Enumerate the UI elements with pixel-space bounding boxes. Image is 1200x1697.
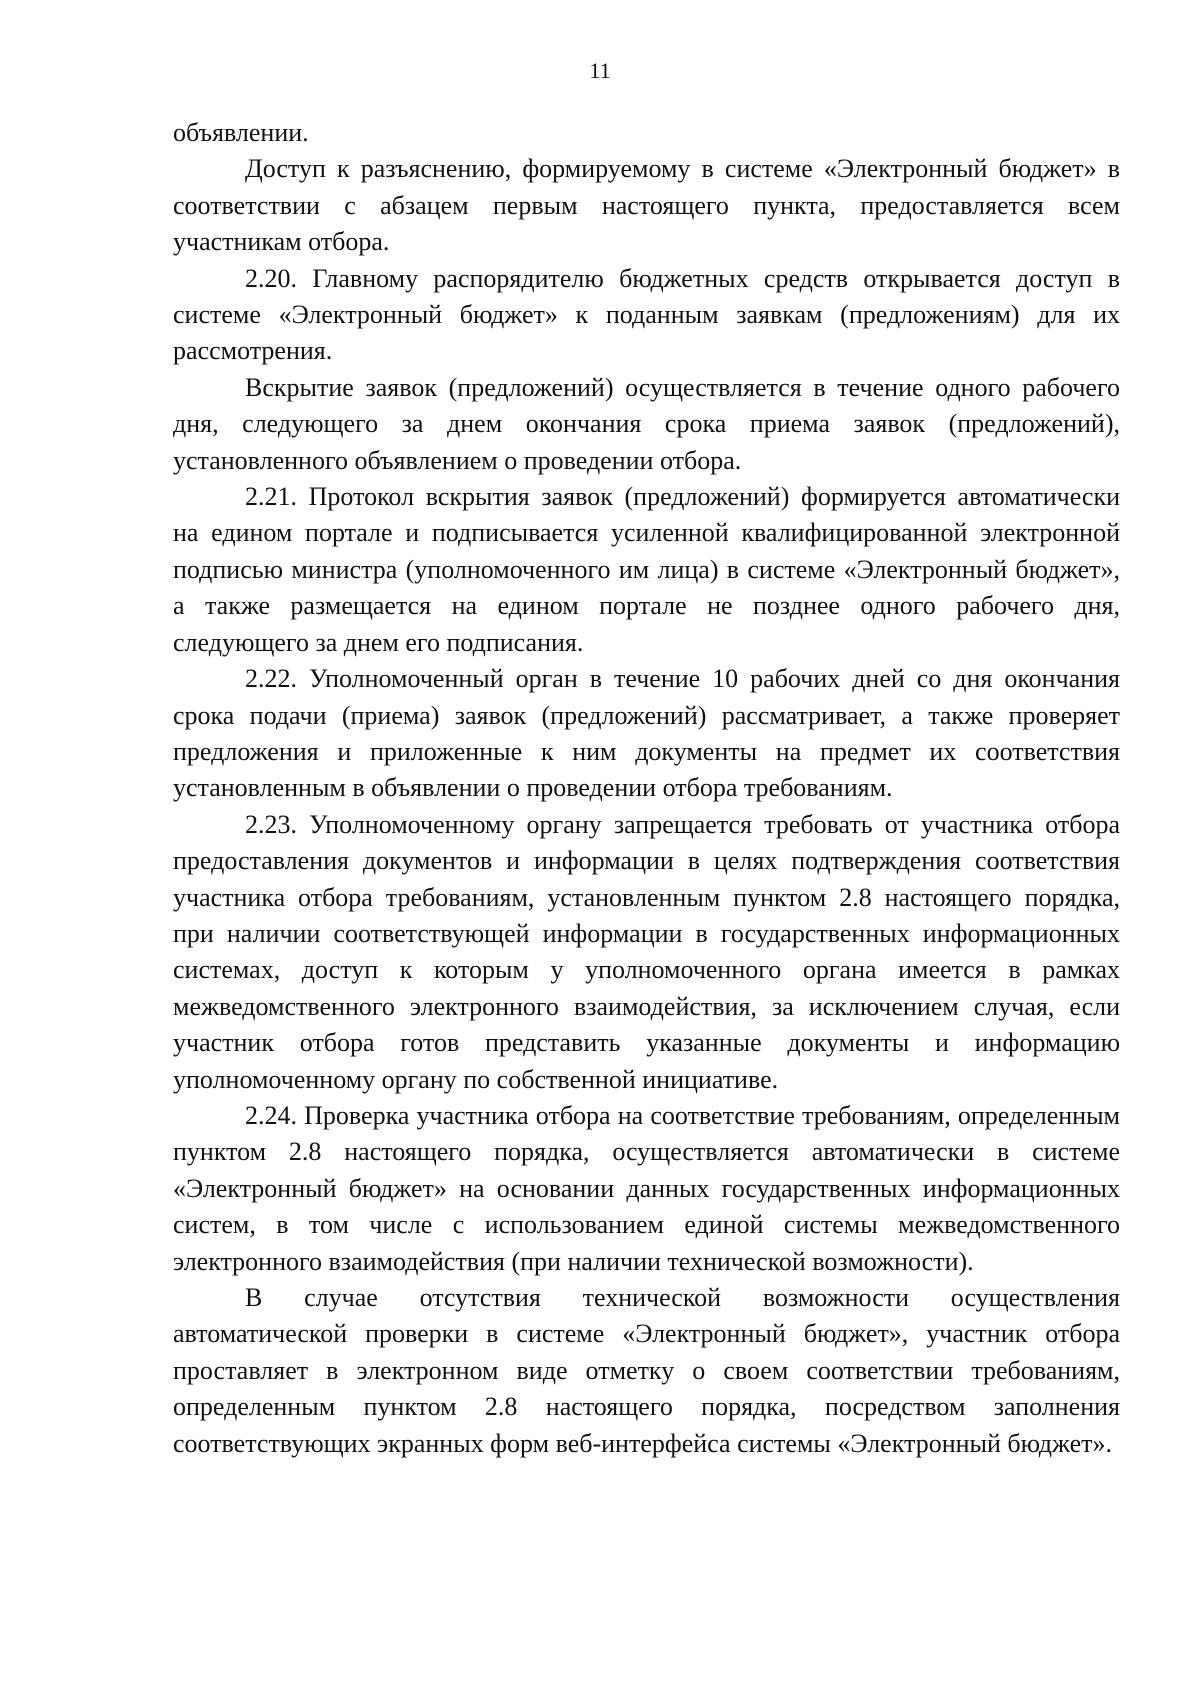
paragraph-2-23: 2.23. Уполномоченному органу запрещается требовать от участника отбора предоставления документов и информации в целях подтверждения соответствия участника отбора требованиям, установленным пунктом 2.8 настоящего порядка, при наличии соответствующей информации в государственных информационных системах, доступ к которым у уполномоченного органа имеется в рамках межведомственного электронного взаимодействия, за исключением случая, если участник отбора готов представить указанные документы и информацию уполномоченному органу по собственной инициативе. <box>173 809 1120 1094</box>
page-number: 11 <box>589 58 611 83</box>
paragraph-2-24: 2.24. Проверка участника отбора на соответствие требованиям, определенным пунктом 2.8 настоящего порядка, осуществляется автоматически в системе «Электронный бюджет» на основании данных государственных информационных систем, в том числе с использованием единой системы межведомственного электронного взаимодействия (при наличии технической возможности). <box>173 1100 1120 1276</box>
paragraph-no-technical-possibility: В случае отсутствия технической возможности осуществления автоматической проверки в системе «Электронный бюджет», участник отбора проставляет в электронном виде отметку о своем соответствии требованиям, определенным пунктом 2.8 настоящего порядка, посредством заполнения соответствующих экранных форм веб-интерфейса системы «Электронный бюджет». <box>173 1283 1120 1458</box>
document-body <box>173 115 1120 1462</box>
paragraph-2-21: 2.21. Протокол вскрытия заявок (предложений) формируется автоматически на едином портале и подписывается усиленной квалифицированной электронной подписью министра (уполномоченного им лица) в системе «Электронный бюджет», а также размещается на едином портале не позднее одного рабочего дня, следующего за днем его подписания. <box>173 482 1120 657</box>
paragraph-2-22: 2.22. Уполномоченный орган в течение 10 рабочих дней со дня окончания срока подачи (приема) заявок (предложений) рассматривает, а также проверяет предложения и приложенные к ним документы на предмет их соответствия установленным в объявлении о проведении отбора требованиям. <box>173 664 1120 803</box>
paragraph-clarification-access: Доступ к разъяснению, формируемому в системе «Электронный бюджет» в соответствии с абзацем первым настоящего пункта, предоставляется всем участникам отбора. <box>173 154 1120 257</box>
paragraph-opening-applications: Вскрытие заявок (предложений) осуществляется в течение одного рабочего дня, следующего за днем окончания срока приема заявок (предложений), установленного объявлением о проведении отбора. <box>173 372 1120 475</box>
paragraph-2-20: 2.20. Главному распорядителю бюджетных средств открывается доступ в системе «Электронный бюджет» к поданным заявкам (предложениям) для их рассмотрения. <box>173 263 1120 366</box>
paragraph-continuation: объявлении. <box>173 118 309 147</box>
